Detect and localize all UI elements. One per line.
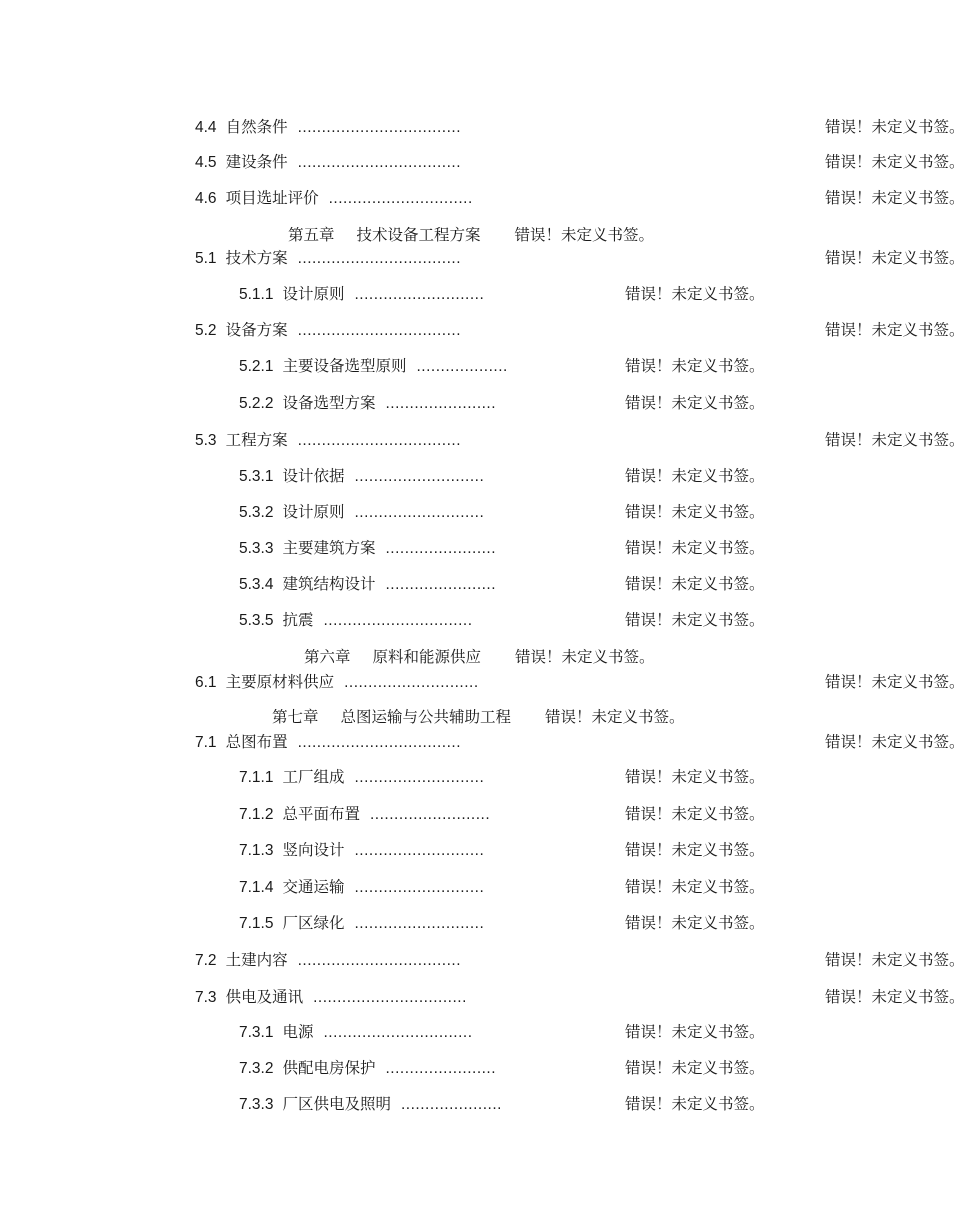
section-title: 厂区供电及照明 [282, 1095, 391, 1113]
dot-leader: ............................ [344, 674, 479, 691]
section-number: 4.5 [195, 154, 217, 171]
dot-leader: ........................... [354, 879, 485, 896]
dot-leader: ........................... [354, 769, 485, 786]
section-title: 工厂组成 [282, 768, 345, 786]
section-number: 5.3.3 [239, 540, 274, 557]
chapter-number: 第五章 [288, 226, 335, 244]
section-number: 7.1.2 [239, 806, 274, 823]
dot-leader: ......................... [370, 806, 491, 823]
toc-section-entry[interactable] [195, 671, 965, 693]
page-reference: 错误！未定义书签。 [625, 878, 765, 896]
page-reference: 错误！未定义书签。 [625, 914, 765, 932]
page-reference: 错误！未定义书签。 [825, 189, 965, 207]
dot-leader: .................................. [297, 119, 461, 136]
toc-subsection-entry[interactable] [239, 392, 785, 414]
dot-leader: ........................... [354, 286, 485, 303]
section-title: 建筑结构设计 [282, 575, 376, 593]
section-title: 工程方案 [225, 431, 288, 449]
toc-section-entry[interactable] [195, 731, 965, 753]
toc-section-entry[interactable] [195, 949, 965, 971]
page-reference: 错误！未定义书签。 [825, 673, 965, 691]
section-number: 5.3 [195, 432, 217, 449]
section-title: 土建内容 [225, 951, 288, 969]
page-reference: 错误！未定义书签。 [625, 805, 765, 823]
page-reference: 错误！未定义书签。 [825, 951, 965, 969]
page-reference: 错误！未定义书签。 [625, 467, 765, 485]
page-reference: 错误！未定义书签。 [625, 357, 765, 375]
toc-chapter-heading[interactable] [304, 646, 655, 668]
section-number: 7.3 [195, 989, 217, 1006]
section-title: 竖向设计 [282, 841, 345, 859]
section-number: 7.2 [195, 952, 217, 969]
section-title: 主要原材料供应 [225, 673, 335, 691]
toc-section-entry[interactable] [195, 986, 965, 1008]
page-reference: 错误！未定义书签。 [625, 1095, 765, 1113]
section-title: 项目选址评价 [225, 189, 319, 207]
toc-subsection-entry[interactable] [239, 573, 785, 595]
section-number: 5.2 [195, 322, 217, 339]
section-title: 建设条件 [225, 153, 288, 171]
chapter-title: 技术设备工程方案 [356, 226, 481, 244]
page-reference: 错误！未定义书签。 [514, 226, 655, 244]
dot-leader: ................................ [313, 989, 467, 1006]
section-title: 供电及通讯 [225, 988, 304, 1006]
page-reference: 错误！未定义书签。 [825, 733, 965, 751]
page-reference: 错误！未定义书签。 [825, 118, 965, 136]
page-reference: 错误！未定义书签。 [825, 431, 965, 449]
chapter-title: 总图运输与公共辅助工程 [340, 708, 512, 726]
toc-subsection-entry[interactable] [239, 283, 785, 305]
toc-section-entry[interactable] [195, 116, 965, 138]
chapter-title: 原料和能源供应 [372, 648, 482, 666]
section-number: 5.3.5 [239, 612, 274, 629]
dot-leader: ........................... [354, 842, 485, 859]
page-reference: 错误！未定义书签。 [825, 321, 965, 339]
section-title: 总图布置 [225, 733, 288, 751]
section-number: 7.1.1 [239, 769, 274, 786]
page-reference: 错误！未定义书签。 [625, 841, 765, 859]
toc-subsection-entry[interactable] [239, 465, 785, 487]
section-title: 设备方案 [225, 321, 288, 339]
dot-leader: ............................... [323, 1024, 473, 1041]
section-number: 7.3.3 [239, 1096, 274, 1113]
section-number: 5.1.1 [239, 286, 274, 303]
section-title: 抗震 [282, 611, 314, 629]
dot-leader: ........................... [354, 915, 485, 932]
toc-section-entry[interactable] [195, 187, 965, 209]
dot-leader: ....................... [385, 576, 497, 593]
section-number: 4.4 [195, 119, 217, 136]
toc-subsection-entry[interactable] [239, 355, 785, 377]
page-reference: 错误！未定义书签。 [625, 575, 765, 593]
toc-subsection-entry[interactable] [239, 609, 785, 631]
section-title: 厂区绿化 [282, 914, 345, 932]
toc-section-entry[interactable] [195, 151, 965, 173]
page-reference: 错误！未定义书签。 [625, 1059, 765, 1077]
toc-chapter-heading[interactable] [272, 706, 685, 728]
dot-leader: .............................. [328, 190, 473, 207]
page-reference: 错误！未定义书签。 [545, 708, 685, 726]
toc-subsection-entry[interactable] [239, 1021, 785, 1043]
page-reference: 错误！未定义书签。 [825, 153, 965, 171]
chapter-number: 第六章 [304, 648, 351, 666]
section-number: 5.1 [195, 250, 217, 267]
section-title: 主要建筑方案 [282, 539, 376, 557]
section-number: 5.2.2 [239, 395, 274, 412]
toc-subsection-entry[interactable] [239, 912, 785, 934]
toc-section-entry[interactable] [195, 429, 965, 451]
dot-leader: .................................. [297, 952, 461, 969]
section-number: 7.1.3 [239, 842, 274, 859]
dot-leader: .................................. [297, 734, 461, 751]
toc-subsection-entry[interactable] [239, 501, 785, 523]
dot-leader: .................................. [297, 154, 461, 171]
section-number: 7.1.5 [239, 915, 274, 932]
section-title: 设计依据 [282, 467, 345, 485]
section-title: 设备选型方案 [282, 394, 376, 412]
section-title: 电源 [282, 1023, 314, 1041]
section-number: 5.3.4 [239, 576, 274, 593]
section-title: 供配电房保护 [282, 1059, 376, 1077]
dot-leader: .................................. [297, 250, 461, 267]
section-number: 7.3.1 [239, 1024, 274, 1041]
section-number: 5.3.2 [239, 504, 274, 521]
toc-section-entry[interactable] [195, 247, 965, 269]
section-title: 设计原则 [282, 285, 345, 303]
dot-leader: ..................... [401, 1096, 502, 1113]
page-reference: 错误！未定义书签。 [625, 539, 765, 557]
section-title: 设计原则 [282, 503, 345, 521]
section-number: 5.3.1 [239, 468, 274, 485]
toc-subsection-entry[interactable] [239, 537, 785, 559]
section-title: 技术方案 [225, 249, 288, 267]
toc-subsection-entry[interactable] [239, 1093, 785, 1115]
section-number: 4.6 [195, 190, 217, 207]
dot-leader: ........................... [354, 468, 485, 485]
section-title: 主要设备选型原则 [282, 357, 407, 375]
page-reference: 错误！未定义书签。 [625, 285, 765, 303]
section-number: 7.3.2 [239, 1060, 274, 1077]
section-number: 7.1.4 [239, 879, 274, 896]
page-reference: 错误！未定义书签。 [515, 648, 655, 666]
dot-leader: ........................... [354, 504, 485, 521]
page-reference: 错误！未定义书签。 [625, 394, 765, 412]
chapter-number: 第七章 [272, 708, 319, 726]
section-title: 交通运输 [282, 878, 345, 896]
dot-leader: ....................... [385, 395, 497, 412]
dot-leader: ............................... [323, 612, 473, 629]
page-reference: 错误！未定义书签。 [625, 1023, 765, 1041]
section-number: 6.1 [195, 674, 217, 691]
toc-subsection-entry[interactable] [239, 766, 785, 788]
toc-section-entry[interactable] [195, 319, 965, 341]
page-reference: 错误！未定义书签。 [625, 611, 765, 629]
page-reference: 错误！未定义书签。 [825, 249, 965, 267]
toc-subsection-entry[interactable] [239, 876, 785, 898]
toc-subsection-entry[interactable] [239, 803, 785, 825]
page-reference: 错误！未定义书签。 [625, 503, 765, 521]
dot-leader: ....................... [385, 1060, 497, 1077]
section-title: 总平面布置 [282, 805, 360, 823]
toc-subsection-entry[interactable] [239, 839, 785, 861]
dot-leader: ....................... [385, 540, 497, 557]
toc-subsection-entry[interactable] [239, 1057, 785, 1079]
section-number: 5.2.1 [239, 358, 274, 375]
section-title: 自然条件 [225, 118, 288, 136]
dot-leader: ................... [416, 358, 508, 375]
toc-chapter-heading[interactable] [288, 224, 654, 246]
dot-leader: .................................. [297, 322, 461, 339]
dot-leader: .................................. [297, 432, 461, 449]
page-reference: 错误！未定义书签。 [825, 988, 965, 1006]
page-reference: 错误！未定义书签。 [625, 768, 765, 786]
section-number: 7.1 [195, 734, 217, 751]
